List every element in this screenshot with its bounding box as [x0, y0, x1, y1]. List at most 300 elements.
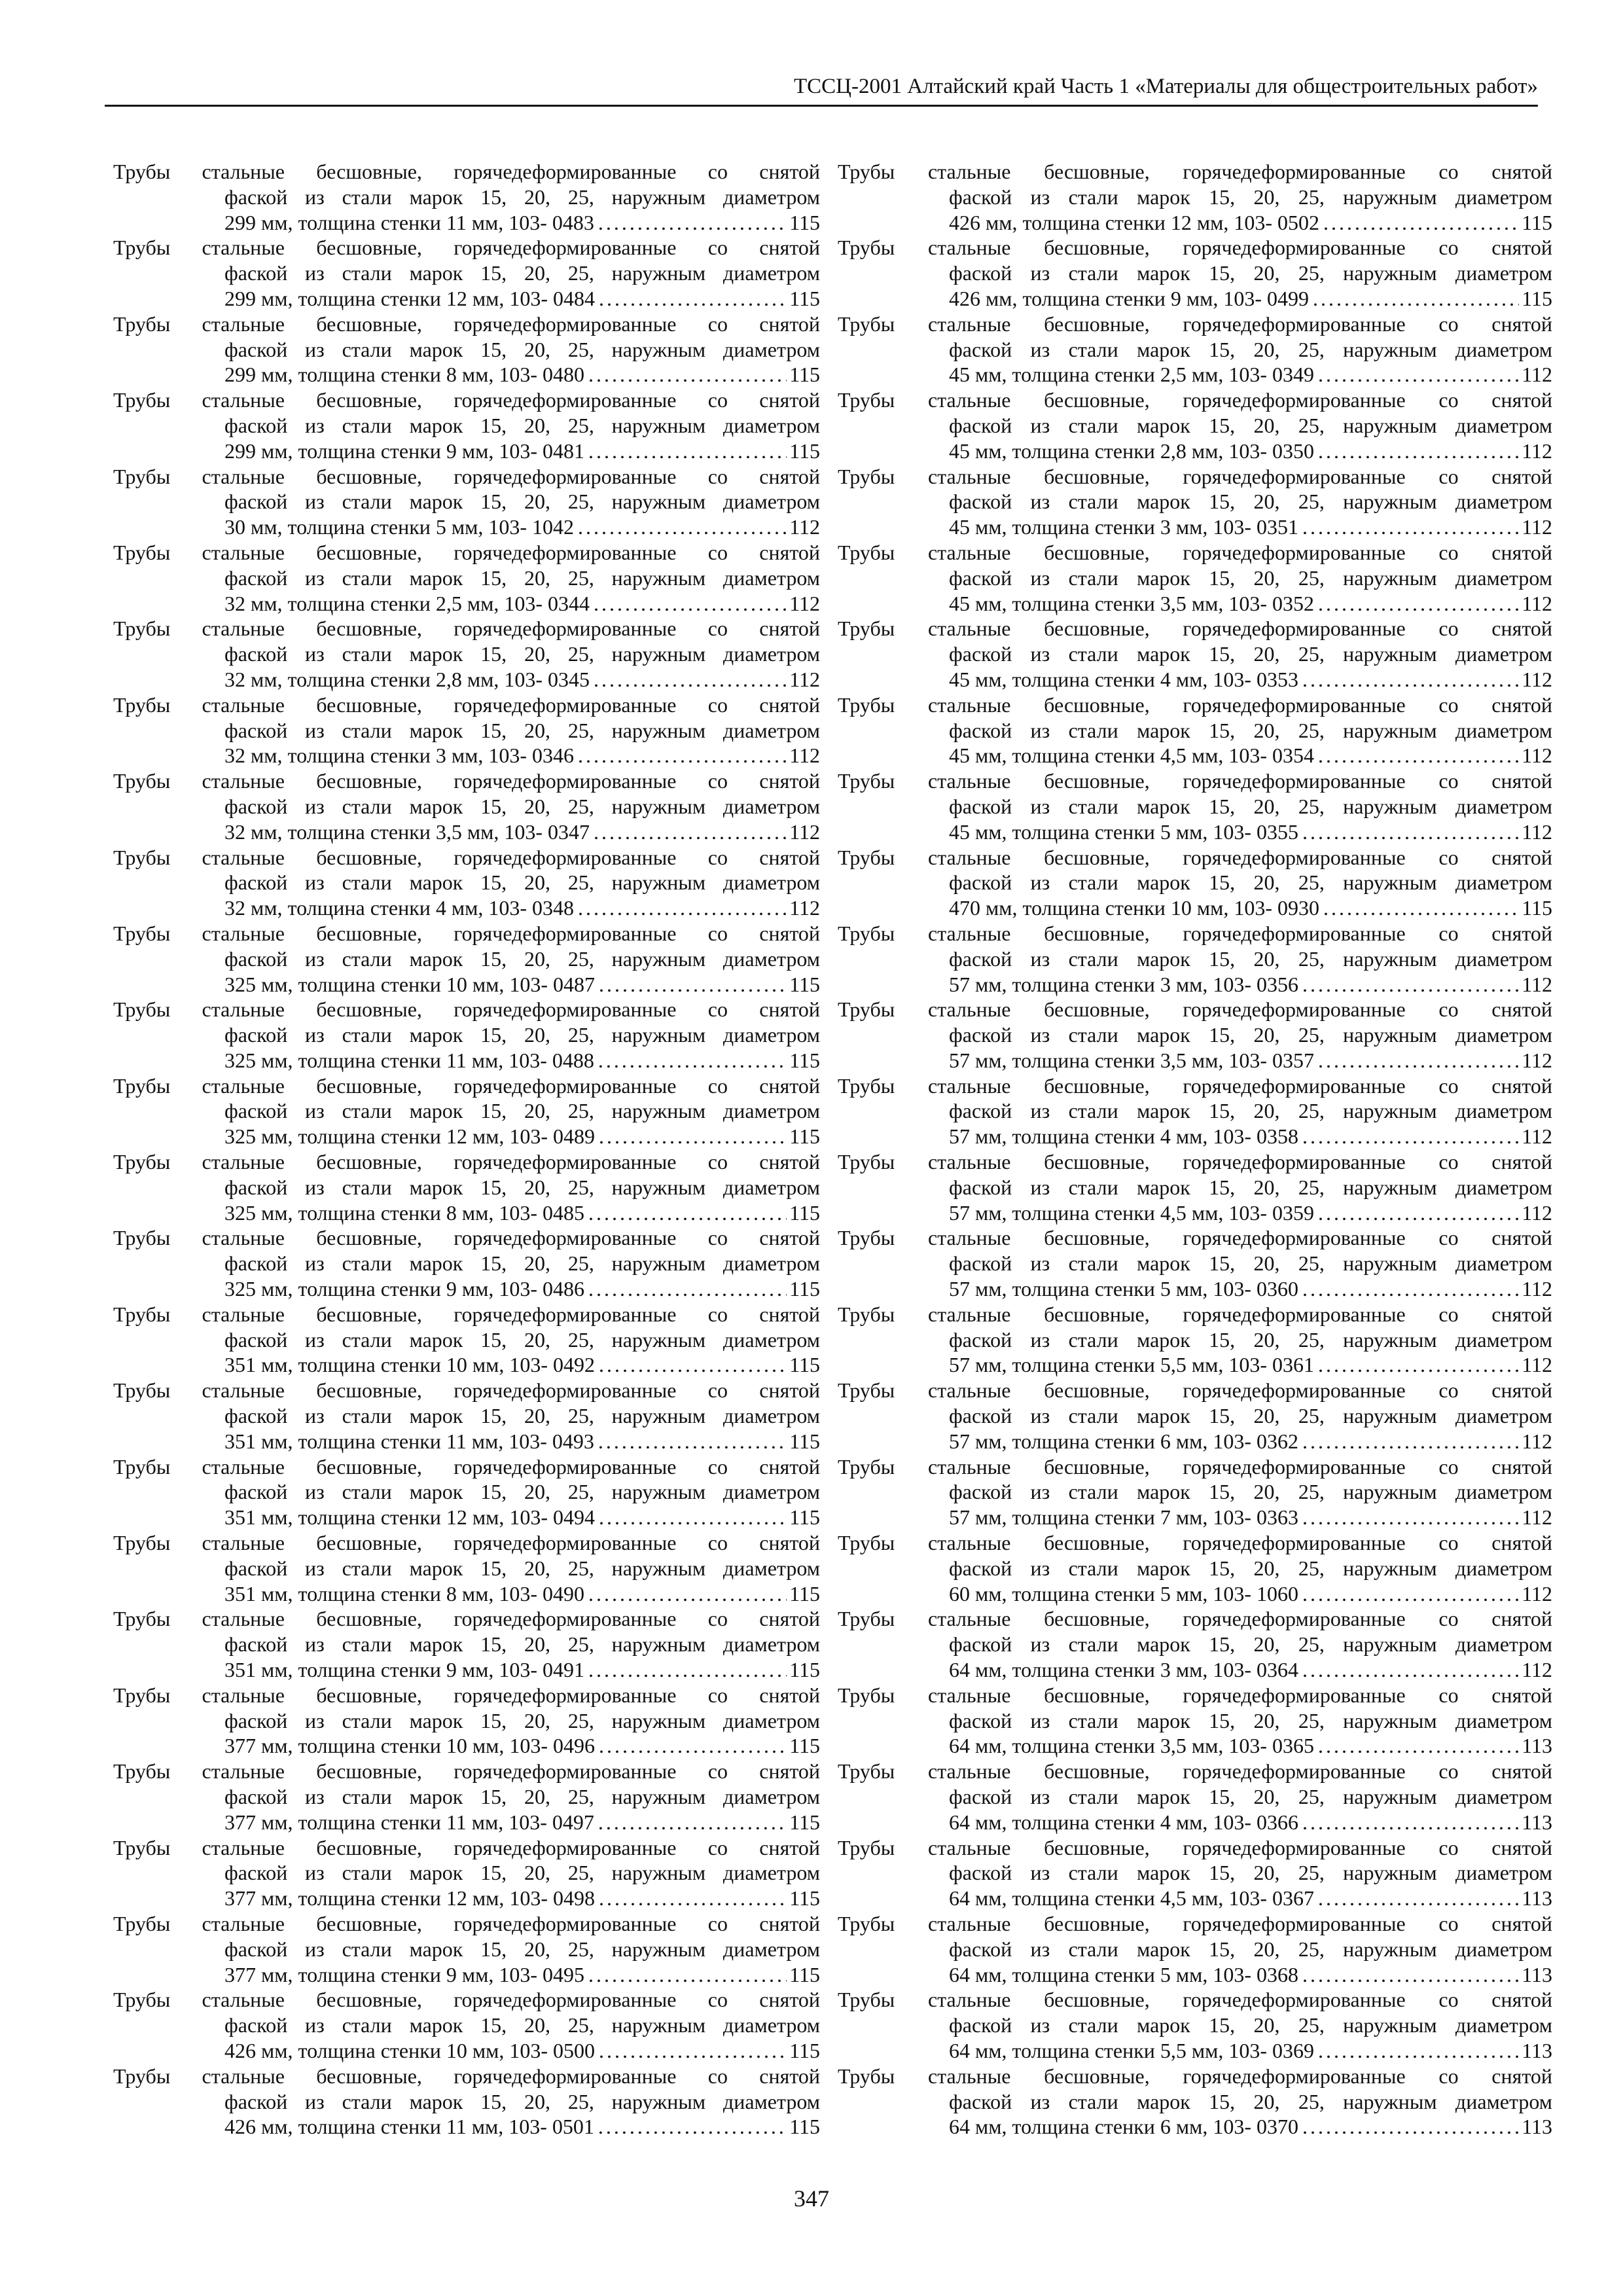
entry-page-ref: 112: [1522, 515, 1552, 539]
index-entry: [838, 1530, 1552, 1606]
dot-leader: [1298, 1505, 1519, 1530]
entry-line-3: [949, 667, 1552, 692]
entry-line-1: Трубы стальные бесшовные, горячедеформированные со снятой: [113, 2064, 820, 2088]
index-entry: [113, 921, 820, 997]
header-title: ТССЦ-2001 Алтайский край Часть 1 «Материалы для общестроительных работ»: [793, 75, 1538, 98]
entry-line-1: Трубы стальные бесшовные, горячедеформированные со снятой: [838, 769, 1552, 793]
entry-line-1: Трубы стальные бесшовные, горячедеформированные со снятой: [113, 1759, 820, 1784]
entry-line-3: [224, 1048, 820, 1073]
index-entry: [113, 235, 820, 311]
entry-page-ref: 112: [1522, 1505, 1552, 1530]
entry-line-3: [224, 210, 820, 236]
entry-line-1: Трубы стальные бесшовные, горячедеформированные со снятой: [113, 997, 820, 1022]
index-entry: [113, 1073, 820, 1149]
entry-line-2: фаской из стали марок 15, 20, 25, наружным диаметром: [224, 870, 820, 895]
entry-line-3: [949, 1429, 1552, 1454]
entry-line-1: Трубы стальные бесшовные, горячедеформированные со снятой: [838, 1302, 1552, 1326]
entry-line-2: фаской из стали марок 15, 20, 25, наружным диаметром: [949, 413, 1552, 437]
entry-line-1: Трубы стальные бесшовные, горячедеформированные со снятой: [113, 1150, 820, 1174]
entry-line-1: Трубы стальные бесшовные, горячедеформированные со снятой: [838, 1759, 1552, 1784]
entry-line-1: Трубы стальные бесшовные, горячедеформированные со снятой: [838, 1531, 1552, 1555]
dot-leader: [1298, 1810, 1519, 1835]
entry-line-2: фаской из стали марок 15, 20, 25, наружным диаметром: [949, 185, 1552, 209]
entry-line-1: Трубы стальные бесшовные, горячедеформированные со снятой: [838, 1226, 1552, 1250]
entry-description: 30 мм, толщина стенки 5 мм, 103- 1042: [224, 515, 575, 539]
index-column-left: [113, 159, 820, 2140]
entry-line-2: фаской из стали марок 15, 20, 25, наружным диаметром: [949, 1327, 1552, 1352]
entry-line-1: Трубы стальные бесшовные, горячедеформированные со снятой: [113, 769, 820, 793]
entry-line-2: фаской из стали марок 15, 20, 25, наружным диаметром: [224, 718, 820, 742]
entry-line-2: фаской из стали марок 15, 20, 25, наружным диаметром: [224, 185, 820, 209]
entry-line-3: [224, 362, 820, 387]
entry-line-2: фаской из стали марок 15, 20, 25, наружным диаметром: [949, 1785, 1552, 1808]
entry-line-2: фаской из стали марок 15, 20, 25, наружным диаметром: [224, 1861, 820, 1885]
entry-page-ref: 115: [789, 363, 820, 387]
dot-leader: [590, 819, 787, 845]
entry-line-1: Трубы стальные бесшовные, горячедеформированные со снятой: [113, 312, 820, 336]
entry-line-3: [949, 1276, 1552, 1302]
dot-leader: [574, 743, 787, 768]
index-entry: [113, 1911, 820, 1987]
entry-line-2: фаской из стали марок 15, 20, 25, наружным диаметром: [949, 1023, 1552, 1047]
dot-leader: [1298, 514, 1519, 540]
entry-line-2: фаской из стали марок 15, 20, 25, наружным диаметром: [224, 1480, 820, 1504]
entry-description: 32 мм, толщина стенки 2,8 мм, 103- 0345: [224, 667, 590, 691]
dot-leader: [1314, 743, 1519, 768]
entry-line-1: Трубы стальные бесшовные, горячедеформированные со снятой: [838, 1378, 1552, 1403]
entry-description: 60 мм, толщина стенки 5 мм, 103- 1060: [949, 1581, 1299, 1605]
index-entry: [113, 997, 820, 1073]
entry-page-ref: 112: [1522, 667, 1552, 691]
dot-leader: [1298, 1124, 1519, 1149]
index-entry: [113, 1530, 820, 1606]
dot-leader: [1298, 1581, 1519, 1607]
index-entry: [838, 1759, 1552, 1835]
running-header: [105, 71, 1538, 107]
entry-description: 57 мм, толщина стенки 7 мм, 103- 0363: [949, 1505, 1299, 1530]
dot-leader: [595, 1505, 787, 1530]
entry-page-ref: 115: [789, 1581, 820, 1605]
entry-page-ref: 115: [789, 1962, 820, 1986]
entry-line-1: Трубы стальные бесшовные, горячедеформированные со снятой: [113, 388, 820, 412]
entry-page-ref: 115: [789, 210, 820, 234]
dot-leader: [594, 1429, 787, 1454]
index-entry: [113, 1683, 820, 1759]
entry-description: 45 мм, толщина стенки 3,5 мм, 103- 0352: [949, 591, 1315, 615]
index-entry: [113, 845, 820, 921]
entry-line-1: Трубы стальные бесшовные, горячедеформированные со снятой: [838, 236, 1552, 260]
entry-page-ref: 112: [1522, 1200, 1552, 1225]
index-entry: [113, 1987, 820, 2063]
dot-leader: [584, 1200, 787, 1226]
dot-leader: [595, 286, 787, 312]
entry-description: 325 мм, толщина стенки 8 мм, 103- 0485: [224, 1200, 585, 1225]
index-entry: [838, 464, 1552, 540]
entry-line-2: фаской из стали марок 15, 20, 25, наружным диаметром: [224, 1099, 820, 1123]
entry-line-2: фаской из стали марок 15, 20, 25, наружным диаметром: [224, 1785, 820, 1808]
entry-description: 325 мм, толщина стенки 12 мм, 103- 0489: [224, 1124, 596, 1149]
entry-line-2: фаской из стали марок 15, 20, 25, наружным диаметром: [224, 490, 820, 514]
index-entry: [113, 464, 820, 540]
entry-description: 351 мм, толщина стенки 12 мм, 103- 0494: [224, 1505, 596, 1530]
entry-line-2: фаской из стали марок 15, 20, 25, наружным диаметром: [949, 1632, 1552, 1657]
dot-leader: [1298, 2114, 1519, 2140]
entry-line-1: Трубы стальные бесшовные, горячедеформированные со снятой: [113, 236, 820, 260]
entry-page-ref: 115: [789, 1277, 820, 1301]
entry-page-ref: 115: [789, 1048, 820, 1072]
entry-line-3: [949, 2038, 1552, 2064]
index-entry: [838, 921, 1552, 997]
entry-line-1: Трубы стальные бесшовные, горячедеформированные со снятой: [838, 1150, 1552, 1174]
entry-line-2: фаской из стали марок 15, 20, 25, наружным диаметром: [949, 565, 1552, 590]
entry-line-3: [224, 1352, 820, 1378]
entry-page-ref: 112: [1522, 1353, 1552, 1377]
entry-line-1: Трубы стальные бесшовные, горячедеформированные со снятой: [113, 464, 820, 488]
entry-page-ref: 113: [1522, 1962, 1552, 1986]
index-entry: [113, 1302, 820, 1378]
entry-line-1: Трубы стальные бесшовные, горячедеформированные со снятой: [113, 1073, 820, 1098]
entry-page-ref: 112: [1522, 744, 1552, 768]
entry-line-3: [224, 667, 820, 692]
dot-leader: [595, 972, 787, 997]
dot-leader: [1298, 667, 1519, 692]
entry-line-1: Трубы стальные бесшовные, горячедеформированные со снятой: [113, 160, 820, 183]
entry-page-ref: 115: [789, 2115, 820, 2139]
index-entry: [838, 616, 1552, 692]
index-entry: [838, 845, 1552, 921]
entry-description: 351 мм, толщина стенки 9 мм, 103- 0491: [224, 1658, 585, 1682]
entry-page-ref: 115: [789, 1734, 820, 1758]
entry-page-ref: 115: [789, 972, 820, 996]
entry-page-ref: 112: [1522, 1429, 1552, 1453]
entry-line-3: [224, 1810, 820, 1835]
entry-line-1: Трубы стальные бесшовные, горячедеформированные со снятой: [838, 540, 1552, 564]
dot-leader: [1314, 1352, 1519, 1378]
index-entry: [113, 159, 820, 235]
entry-line-1: Трубы стальные бесшовные, горячедеформированные со снятой: [838, 692, 1552, 717]
index-entry: [838, 2064, 1552, 2140]
entry-description: 45 мм, толщина стенки 2,8 мм, 103- 0350: [949, 439, 1315, 463]
entry-description: 64 мм, толщина стенки 5 мм, 103- 0368: [949, 1962, 1299, 1986]
dot-leader: [1314, 1048, 1519, 1073]
entry-page-ref: 112: [1522, 591, 1552, 615]
dot-leader: [590, 591, 787, 617]
entry-description: 351 мм, толщина стенки 11 мм, 103- 0493: [224, 1429, 594, 1453]
entry-page-ref: 115: [1522, 896, 1552, 920]
entry-line-3: [949, 362, 1552, 387]
entry-page-ref: 113: [1522, 2038, 1552, 2062]
entry-line-2: фаской из стали марок 15, 20, 25, наружным диаметром: [949, 490, 1552, 514]
entry-line-3: [949, 895, 1552, 921]
entry-line-1: Трубы стальные бесшовные, горячедеформированные со снятой: [113, 540, 820, 564]
entry-line-2: фаской из стали марок 15, 20, 25, наружным диаметром: [949, 2089, 1552, 2113]
entry-description: 57 мм, толщина стенки 3 мм, 103- 0356: [949, 972, 1299, 996]
entry-line-2: фаской из стали марок 15, 20, 25, наружным диаметром: [949, 1861, 1552, 1885]
entry-line-3: [949, 743, 1552, 768]
entry-line-2: фаской из стали марок 15, 20, 25, наружным диаметром: [949, 1480, 1552, 1504]
entry-description: 32 мм, толщина стенки 2,5 мм, 103- 0344: [224, 591, 590, 615]
entry-description: 64 мм, толщина стенки 4 мм, 103- 0366: [949, 1810, 1299, 1834]
index-entry: [838, 387, 1552, 463]
entry-line-3: [224, 1200, 820, 1226]
dot-leader: [1298, 972, 1519, 997]
entry-line-3: [949, 2114, 1552, 2140]
entry-line-1: Трубы стальные бесшовные, горячедеформированные со снятой: [838, 2064, 1552, 2088]
entry-description: 325 мм, толщина стенки 9 мм, 103- 0486: [224, 1277, 585, 1301]
entry-line-3: [949, 1962, 1552, 1988]
entry-line-3: [949, 1733, 1552, 1759]
entry-description: 377 мм, толщина стенки 12 мм, 103- 0498: [224, 1886, 596, 1910]
entry-line-1: Трубы стальные бесшовные, горячедеформированные со снятой: [113, 692, 820, 717]
page-number: 347: [794, 2185, 829, 2212]
entry-line-2: фаской из стали марок 15, 20, 25, наружным диаметром: [224, 1175, 820, 1199]
index-entry: [113, 540, 820, 616]
entry-page-ref: 112: [1522, 1277, 1552, 1301]
entry-line-1: Трубы стальные бесшовные, горячедеформированные со снятой: [838, 845, 1552, 869]
entry-description: 45 мм, толщина стенки 4 мм, 103- 0353: [949, 667, 1299, 691]
entry-page-ref: 115: [789, 2038, 820, 2062]
dot-leader: [1319, 895, 1519, 921]
entry-line-3: [949, 1048, 1552, 1073]
entry-description: 299 мм, толщина стенки 12 мм, 103- 0484: [224, 286, 596, 310]
entry-line-1: Трубы стальные бесшовные, горячедеформированные со снятой: [113, 1911, 820, 1935]
entry-line-3: [949, 972, 1552, 997]
entry-line-3: [949, 286, 1552, 312]
entry-description: 426 мм, толщина стенки 11 мм, 103- 0501: [224, 2115, 594, 2139]
index-entry: [838, 1073, 1552, 1149]
entry-line-2: фаской из стали марок 15, 20, 25, наружным диаметром: [224, 261, 820, 285]
entry-description: 45 мм, толщина стенки 4,5 мм, 103- 0354: [949, 744, 1315, 768]
entry-line-2: фаской из стали марок 15, 20, 25, наружным диаметром: [949, 2013, 1552, 2037]
entry-line-2: фаской из стали марок 15, 20, 25, наружным диаметром: [224, 946, 820, 971]
index-entry: [838, 1454, 1552, 1530]
index-entry: [838, 997, 1552, 1073]
entry-page-ref: 115: [789, 1200, 820, 1225]
entry-line-3: [949, 514, 1552, 540]
index-entry: [113, 1454, 820, 1530]
entry-page-ref: 112: [1522, 439, 1552, 463]
entry-line-1: Трубы стальные бесшовные, горячедеформированные со снятой: [838, 312, 1552, 336]
entry-description: 64 мм, толщина стенки 4,5 мм, 103- 0367: [949, 1886, 1315, 1910]
entry-line-2: фаской из стали марок 15, 20, 25, наружным диаметром: [224, 337, 820, 361]
entry-page-ref: 112: [1522, 1658, 1552, 1682]
dot-leader: [595, 1124, 787, 1149]
entry-description: 57 мм, толщина стенки 6 мм, 103- 0362: [949, 1429, 1299, 1453]
dot-leader: [584, 1581, 787, 1607]
entry-page-ref: 112: [789, 896, 820, 920]
dot-leader: [595, 2038, 787, 2064]
entry-page-ref: 113: [1522, 2115, 1552, 2139]
entry-line-3: [949, 591, 1552, 617]
entry-description: 299 мм, толщина стенки 11 мм, 103- 0483: [224, 210, 594, 234]
entry-page-ref: 115: [789, 1429, 820, 1453]
entry-description: 351 мм, толщина стенки 8 мм, 103- 0490: [224, 1581, 585, 1605]
index-entry: [113, 1225, 820, 1301]
entry-line-1: Трубы стальные бесшовные, горячедеформированные со снятой: [113, 1302, 820, 1326]
entry-line-2: фаской из стали марок 15, 20, 25, наружным диаметром: [224, 2089, 820, 2113]
entry-line-3: [224, 439, 820, 464]
entry-description: 377 мм, толщина стенки 10 мм, 103- 0496: [224, 1734, 596, 1758]
entry-page-ref: 112: [1522, 819, 1552, 844]
entry-description: 299 мм, толщина стенки 8 мм, 103- 0480: [224, 363, 585, 387]
entry-line-3: [949, 1657, 1552, 1683]
entry-description: 32 мм, толщина стенки 3 мм, 103- 0346: [224, 744, 575, 768]
entry-line-3: [949, 1505, 1552, 1530]
entry-description: 351 мм, толщина стенки 10 мм, 103- 0492: [224, 1353, 596, 1377]
index-entry: [838, 1911, 1552, 1987]
entry-line-3: [224, 1733, 820, 1759]
dot-leader: [1314, 2038, 1519, 2064]
entry-line-2: фаской из стали марок 15, 20, 25, наружным диаметром: [949, 1556, 1552, 1580]
entry-line-2: фаской из стали марок 15, 20, 25, наружным диаметром: [224, 1327, 820, 1352]
entry-page-ref: 112: [1522, 1124, 1552, 1149]
dot-leader: [574, 514, 787, 540]
index-entry: [838, 1149, 1552, 1225]
entry-line-2: фаской из стали марок 15, 20, 25, наружным диаметром: [949, 794, 1552, 818]
entry-line-1: Трубы стальные бесшовные, горячедеформированные со снятой: [113, 1378, 820, 1403]
index-entry: [838, 235, 1552, 311]
entry-line-3: [224, 1581, 820, 1607]
entry-line-3: [224, 972, 820, 997]
entry-description: 57 мм, толщина стенки 5 мм, 103- 0360: [949, 1277, 1299, 1301]
entry-line-2: фаской из стали марок 15, 20, 25, наружным диаметром: [949, 1251, 1552, 1276]
entry-line-3: [224, 2114, 820, 2140]
entry-line-3: [949, 210, 1552, 236]
index-entry: [113, 768, 820, 844]
entry-line-3: [224, 1429, 820, 1454]
entry-line-2: фаской из стали марок 15, 20, 25, наружным диаметром: [949, 337, 1552, 361]
entry-description: 45 мм, толщина стенки 2,5 мм, 103- 0349: [949, 363, 1315, 387]
entry-description: 57 мм, толщина стенки 5,5 мм, 103- 0361: [949, 1353, 1315, 1377]
entry-line-2: фаской из стали марок 15, 20, 25, наружным диаметром: [224, 794, 820, 818]
entry-line-3: [224, 1886, 820, 1911]
index-entry: [113, 2064, 820, 2140]
entry-line-1: Трубы стальные бесшовные, горячедеформированные со снятой: [838, 1835, 1552, 1859]
entry-line-1: Трубы стальные бесшовные, горячедеформированные со снятой: [113, 617, 820, 641]
entry-description: 64 мм, толщина стенки 6 мм, 103- 0370: [949, 2115, 1299, 2139]
entry-line-3: [949, 1200, 1552, 1226]
index-entry: [838, 1378, 1552, 1454]
entry-line-1: Трубы стальные бесшовные, горячедеформированные со снятой: [838, 1607, 1552, 1631]
entry-description: 377 мм, толщина стенки 11 мм, 103- 0497: [224, 1810, 594, 1834]
entry-line-2: фаской из стали марок 15, 20, 25, наружным диаметром: [224, 2013, 820, 2037]
entry-description: 377 мм, толщина стенки 9 мм, 103- 0495: [224, 1962, 585, 1986]
dot-leader: [1298, 1657, 1519, 1683]
entry-line-1: Трубы стальные бесшовные, горячедеформированные со снятой: [113, 921, 820, 945]
entry-page-ref: 112: [789, 819, 820, 844]
entry-line-2: фаской из стали марок 15, 20, 25, наружным диаметром: [224, 1023, 820, 1047]
index-entry: [113, 1378, 820, 1454]
entry-page-ref: 113: [1522, 1810, 1552, 1834]
entry-description: 64 мм, толщина стенки 3,5 мм, 103- 0365: [949, 1734, 1315, 1758]
dot-leader: [594, 2114, 787, 2140]
index-entry: [838, 312, 1552, 387]
entry-line-1: Трубы стальные бесшовные, горячедеформированные со снятой: [113, 845, 820, 869]
entry-line-1: Трубы стальные бесшовные, горячедеформированные со снятой: [113, 1607, 820, 1631]
dot-leader: [1298, 1962, 1519, 1988]
entry-page-ref: 115: [789, 1658, 820, 1682]
dot-leader: [1314, 1200, 1519, 1226]
entry-line-2: фаской из стали марок 15, 20, 25, наружным диаметром: [224, 642, 820, 666]
dot-leader: [594, 1810, 787, 1835]
index-entry: [113, 1759, 820, 1835]
entry-description: 64 мм, толщина стенки 5,5 мм, 103- 0369: [949, 2038, 1315, 2062]
entry-line-3: [949, 1581, 1552, 1607]
entry-line-1: Трубы стальные бесшовные, горячедеформированные со снятой: [113, 1988, 820, 2012]
entry-line-1: Трубы стальные бесшовные, горячедеформированные со снятой: [838, 1988, 1552, 2012]
index-entry: [838, 1835, 1552, 1911]
entry-line-2: фаской из стали марок 15, 20, 25, наружным диаметром: [949, 1404, 1552, 1428]
entry-line-3: [224, 743, 820, 768]
index-entry: [838, 540, 1552, 616]
entry-page-ref: 115: [789, 1124, 820, 1149]
index-column-right: [838, 159, 1552, 2140]
entry-line-2: фаской из стали марок 15, 20, 25, наружным диаметром: [224, 1556, 820, 1580]
index-entry: [838, 1987, 1552, 2063]
dot-leader: [584, 1657, 787, 1683]
index-entry: [838, 1225, 1552, 1301]
entry-line-2: фаской из стали марок 15, 20, 25, наружным диаметром: [224, 413, 820, 437]
entry-page-ref: 112: [1522, 363, 1552, 387]
entry-line-2: фаской из стали марок 15, 20, 25, наружным диаметром: [949, 946, 1552, 971]
index-entry: [838, 1606, 1552, 1682]
dot-leader: [1314, 591, 1519, 617]
entry-page-ref: 115: [789, 286, 820, 310]
entry-line-3: [224, 2038, 820, 2064]
entry-line-2: фаской из стали марок 15, 20, 25, наружным диаметром: [224, 1708, 820, 1732]
entry-line-3: [224, 1276, 820, 1302]
entry-page-ref: 113: [1522, 1734, 1552, 1758]
dot-leader: [584, 1962, 787, 1988]
entry-page-ref: 112: [789, 591, 820, 615]
dot-leader: [1309, 286, 1519, 312]
entry-line-2: фаской из стали марок 15, 20, 25, наружным диаметром: [224, 1937, 820, 1961]
entry-description: 325 мм, толщина стенки 10 мм, 103- 0487: [224, 972, 596, 996]
entry-line-3: [224, 895, 820, 921]
index-entry: [113, 1835, 820, 1911]
entry-line-2: фаской из стали марок 15, 20, 25, наружным диаметром: [949, 718, 1552, 742]
entry-description: 426 мм, толщина стенки 10 мм, 103- 0500: [224, 2038, 596, 2062]
entry-description: 45 мм, толщина стенки 3 мм, 103- 0351: [949, 515, 1299, 539]
index-entry: [838, 1302, 1552, 1378]
dot-leader: [1314, 1733, 1519, 1759]
index-entry: [113, 1149, 820, 1225]
entry-description: 426 мм, толщина стенки 12 мм, 103- 0502: [949, 210, 1320, 234]
dot-leader: [1298, 819, 1519, 845]
index-entry: [838, 1683, 1552, 1759]
entry-line-2: фаской из стали марок 15, 20, 25, наружным диаметром: [949, 1937, 1552, 1961]
dot-leader: [595, 1733, 787, 1759]
index-entry: [838, 768, 1552, 844]
entry-line-2: фаской из стали марок 15, 20, 25, наружным диаметром: [224, 1632, 820, 1657]
entry-description: 470 мм, толщина стенки 10 мм, 103- 0930: [949, 896, 1320, 920]
entry-page-ref: 113: [1522, 1886, 1552, 1910]
entry-page-ref: 112: [789, 744, 820, 768]
entry-line-3: [224, 819, 820, 845]
entry-line-2: фаской из стали марок 15, 20, 25, наружным диаметром: [949, 870, 1552, 895]
entry-line-3: [224, 1657, 820, 1683]
entry-description: 64 мм, толщина стенки 3 мм, 103- 0364: [949, 1658, 1299, 1682]
entry-line-1: Трубы стальные бесшовные, горячедеформированные со снятой: [838, 464, 1552, 488]
entry-line-1: Трубы стальные бесшовные, горячедеформированные со снятой: [113, 1226, 820, 1250]
index-entry: [113, 1606, 820, 1682]
dot-leader: [1319, 210, 1519, 236]
entry-line-3: [949, 1352, 1552, 1378]
entry-line-3: [224, 1124, 820, 1149]
entry-description: 299 мм, толщина стенки 9 мм, 103- 0481: [224, 439, 585, 463]
index-entry: [113, 387, 820, 463]
dot-leader: [584, 362, 787, 387]
